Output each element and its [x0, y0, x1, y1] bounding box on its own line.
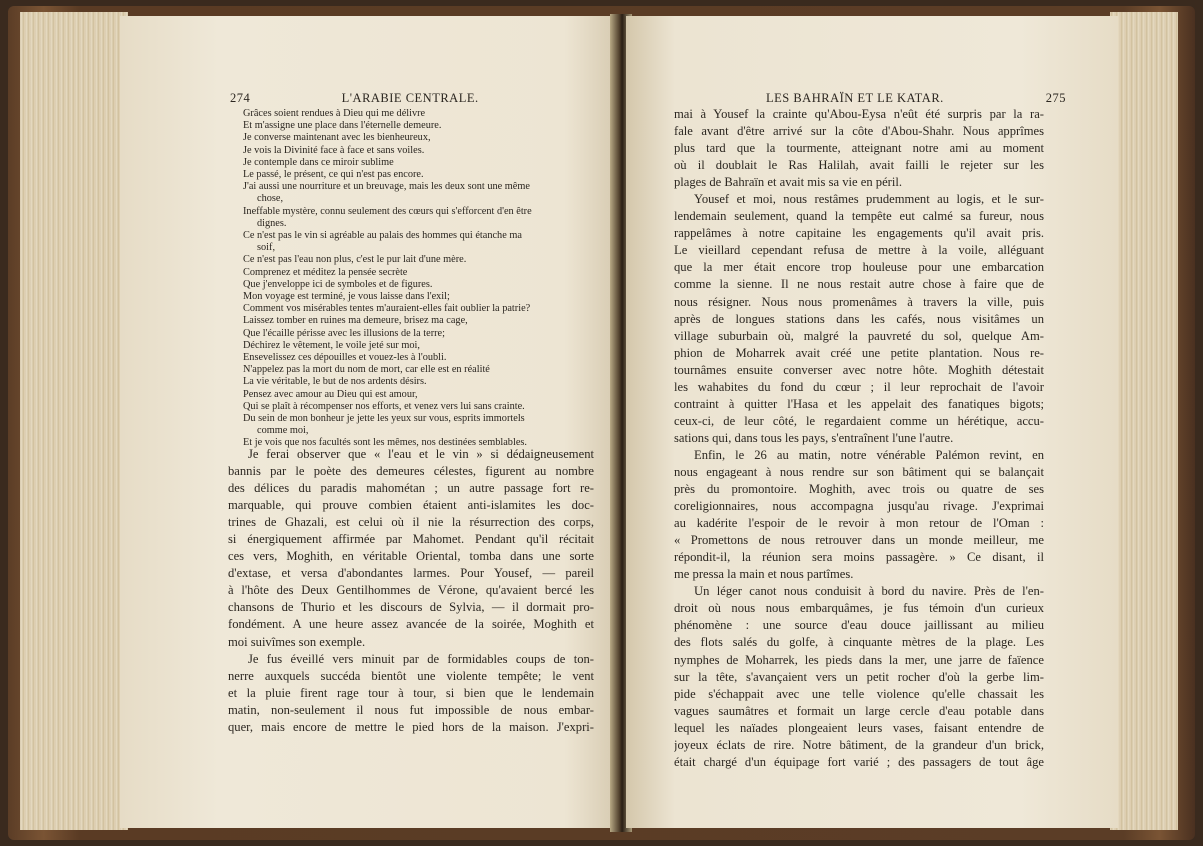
- poem-line: Que l'écaille périsse avec les illusions de la terre;: [243, 327, 445, 339]
- text-line: joyeux éclats de rire. Notre bâtiment, de la grandeur d'un brick,: [674, 737, 1044, 752]
- poem-line: dignes.: [257, 217, 287, 229]
- text-line: et la pluie firent rage tour à tour, si bien que le lendemain: [228, 685, 594, 700]
- left-page: [120, 16, 614, 828]
- prose-block: [674, 106, 1044, 771]
- text-line: village suburbain où, malgré la pauvreté du sol, quelque Am-: [674, 328, 1044, 343]
- poem-line: Et m'assigne une place dans l'éternelle demeure.: [243, 120, 442, 132]
- running-head: L'ARABIE CENTRALE.: [341, 91, 479, 105]
- poem-line: Comprenez et méditez la pensée secrète: [243, 266, 408, 278]
- text-line: Le vieillard cependant refusa de mettre à la voile, alléguant: [674, 243, 1044, 258]
- text-line: fale avant d'être arrivé sur la côte d'Abou-Shahr. Nous apprîmes: [674, 124, 1044, 139]
- text-line: comme la sienne. Il ne nous restait autre chose à faire que de: [674, 277, 1044, 292]
- poem-line: Que j'enveloppe ici de symboles et de figures.: [243, 278, 433, 290]
- poem-line: Grâces soient rendues à Dieu qui me délivre: [243, 108, 426, 119]
- text-line: fondément. A une heure assez avancée de la soirée, Moghith et: [228, 617, 594, 632]
- text-line: des flots salés du golfe, à cinquante mètres de la plage. Les: [674, 635, 1044, 650]
- poem-line: Pensez avec amour au Dieu qui est amour,: [243, 388, 418, 400]
- text-line: sations qui, dans tous les pays, s'entraînent l'une l'autre.: [674, 430, 954, 445]
- text-line: chansons de Thurio et les discours de Sylvia, — il dormait pro-: [228, 600, 594, 615]
- poem-line: comme moi,: [257, 425, 309, 437]
- poem-line: Le passé, le présent, ce qui n'est pas encore.: [243, 169, 424, 181]
- text-line: au kadérite l'espoir de le revoir à mon retour de l'Oman :: [674, 516, 1044, 531]
- text-line: Enfin, le 26 au matin, notre vénérable Palémon revint, en: [694, 447, 1044, 462]
- text-line: était chargé d'un équipage fort varié ; des passagers de tout âge: [674, 754, 1044, 769]
- page-number: 275: [1045, 91, 1066, 105]
- text-line: phion de Moharrek avait créé une petite plantation. Nous re-: [674, 345, 1044, 360]
- text-line: Je fus éveillé vers minuit par de formidables coups de ton-: [248, 651, 594, 666]
- text-line: nymphes de Moharrek, les pieds dans la mer, une jarre de faïence: [674, 652, 1044, 667]
- text-line: phénomène : une source d'eau douce jaillissant au milieu: [674, 618, 1044, 633]
- text-line: tournâmes ensuite converser avec notre hôte. Moghith détestait: [674, 362, 1044, 377]
- text-line: les wahabites du fond du cœur ; il leur reprochait de l'avoir: [674, 379, 1044, 394]
- text-line: après de longues stations dans les cafés, nous visitâmes un: [674, 311, 1044, 326]
- text-line: mai à Yousef la crainte qu'Abou-Eysa n'eût été surpris par la ra-: [674, 107, 1044, 121]
- poem-line: La vie véritable, le but de nos ardents désirs.: [243, 376, 427, 388]
- text-line: Je ferai observer que « l'eau et le vin » si dédaigneusement: [248, 447, 594, 461]
- text-line: nous engageant à nous rendre sur son bâtiment qui se balançait: [674, 464, 1044, 479]
- text-line: rappelâmes à notre capitaine les engagements qu'il avait pris.: [674, 226, 1044, 241]
- text-line: matin, non-seulement il nous fut impossible de nous embar-: [228, 702, 594, 717]
- poem-line: Du sein de mon bonheur je jette les yeux sur vous, esprits immortels: [243, 413, 525, 425]
- text-line: contraint à quitter l'Hasa et les appelait des fanatiques bigots;: [674, 396, 1044, 411]
- text-line: répondit-il, la réunion sera moins passagère. » Ce disant, il: [674, 550, 1044, 565]
- text-line: ces vers, Moghith, en véritable Oriental, tomba dans une sorte: [228, 549, 594, 564]
- text-line: quer, mais encore de mettre le pied hors de la maison. J'expri-: [228, 719, 594, 734]
- text-line: nerre auxquels succéda bientôt une violente tempête; le vent: [228, 668, 594, 683]
- text-line: pide s'échappait avec une telle violence qu'elle chassait les: [674, 686, 1044, 701]
- prose-block: [228, 446, 594, 736]
- right-page-header: [766, 91, 1066, 106]
- text-line: près du promontoire. Moghith, avec trois ou quatre de ses: [674, 482, 1044, 497]
- poem-line: Mon voyage est terminé, je vous laisse dans l'exil;: [243, 291, 450, 303]
- page-edges-left: [20, 12, 128, 830]
- running-head: LES BAHRAÏN ET LE KATAR.: [766, 91, 944, 105]
- poem-line: chose,: [257, 193, 284, 205]
- text-line: nous résigner. Nous nous promenâmes à travers la ville, puis: [674, 294, 1044, 309]
- text-line: me pressa la main et nous partîmes.: [674, 567, 854, 582]
- poem-line: Je vois la Divinité face à face et sans voiles.: [243, 144, 425, 156]
- poem-line: Déchirez le vêtement, le voile jeté sur moi,: [243, 339, 420, 351]
- poem-block: [243, 108, 593, 450]
- text-line: bannis par le poète des demeures célestes, figurent au nombre: [228, 464, 594, 479]
- left-page-header: [230, 91, 590, 106]
- right-page: [626, 16, 1118, 828]
- text-line: si énergiquement affirmée par Mahomet. Pendant qu'il récitait: [228, 532, 594, 547]
- poem-line: J'ai aussi une nourriture et un breuvage, mais les deux sont une même: [243, 181, 530, 193]
- poem-line: Et je vois que nos facultés sont les mêmes, nos destinées semblables.: [243, 437, 527, 449]
- text-line: moi suivîmes son exemple.: [228, 634, 366, 649]
- poem-line: soif,: [257, 242, 276, 254]
- text-line: coreligionnaires, nous accompagna jusqu'au rivage. J'exprimai: [674, 499, 1044, 514]
- text-line: plus tard que la tourmente, atteignant notre ami au moment: [674, 141, 1044, 156]
- text-line: lendemain seulement, quand la tempête eut calmé sa fureur, nous: [674, 209, 1044, 224]
- poem-line: Ce n'est pas l'eau non plus, c'est le pur lait d'une mère.: [243, 254, 467, 266]
- text-line: des délices du paradis mahométan ; un autre passage fort re-: [228, 481, 594, 496]
- poem-line: Comment vos misérables tentes m'auraient-elles fait oublier la patrie?: [243, 303, 531, 315]
- text-line: où il doublait le Ras Halilah, avait failli le rejeter sur les: [674, 158, 1044, 173]
- text-line: droit où nous nous embarquâmes, je fus témoin d'un curieux: [674, 601, 1044, 616]
- poem-line: Ineffable mystère, connu seulement des cœurs qui s'efforcent d'en être: [243, 205, 532, 217]
- text-line: plages de Bahraïn et avait mis sa vie en péril.: [674, 175, 903, 190]
- text-line: Un léger canot nous conduisit à bord du navire. Près de l'en-: [694, 584, 1044, 599]
- poem-line: Je converse maintenant avec les bienheureux,: [243, 132, 431, 144]
- poem-line: Qui se plaît à récompenser nos efforts, et venez vers lui sans crainte.: [243, 400, 525, 412]
- text-line: Yousef et moi, nous restâmes prudemment au logis, et le sur-: [694, 192, 1044, 207]
- text-line: sur la tête, s'avançaient vers un petit rocher d'où la gerbe lim-: [674, 669, 1044, 684]
- page-edges-right: [1110, 12, 1178, 830]
- text-line: ceux-ci, de leur côté, le regardaient comme un hérétique, accu-: [674, 413, 1044, 428]
- poem-line: Ce n'est pas le vin si agréable au palais des hommes qui étanche ma: [243, 230, 522, 242]
- poem-line: Laissez tomber en ruines ma demeure, brisez ma cage,: [243, 315, 468, 327]
- text-line: d'extase, et versa d'abondantes larmes. Pour Yousef, — pareil: [228, 566, 594, 581]
- text-line: lequel les naïades plongeaient leurs vases, faisant entendre de: [674, 720, 1044, 735]
- page-number: 274: [230, 91, 251, 105]
- text-line: vagues saumâtres et formait un large cercle d'eau potable dans: [674, 703, 1044, 718]
- poem-line: N'appelez pas la mort du nom de mort, car elle est en réalité: [243, 364, 490, 376]
- text-line: que la mer était encore trop houleuse pour une embarcation: [674, 260, 1044, 275]
- poem-line: Je contemple dans ce miroir sublime: [243, 156, 394, 168]
- text-line: trines de Ghazali, est celui où il nie la résurrection des corps,: [228, 515, 594, 530]
- poem-line: Ensevelissez ces dépouilles et vouez-les à l'oubli.: [243, 352, 447, 364]
- text-line: marquable, qui prouve combien étaient anti-islamites les doc-: [228, 498, 594, 513]
- text-line: « Promettons de nous retrouver dans un monde meilleur, me: [674, 533, 1044, 548]
- text-line: à l'hôte des Deux Gentilhommes de Vérone, qu'avaient bercé les: [228, 583, 594, 598]
